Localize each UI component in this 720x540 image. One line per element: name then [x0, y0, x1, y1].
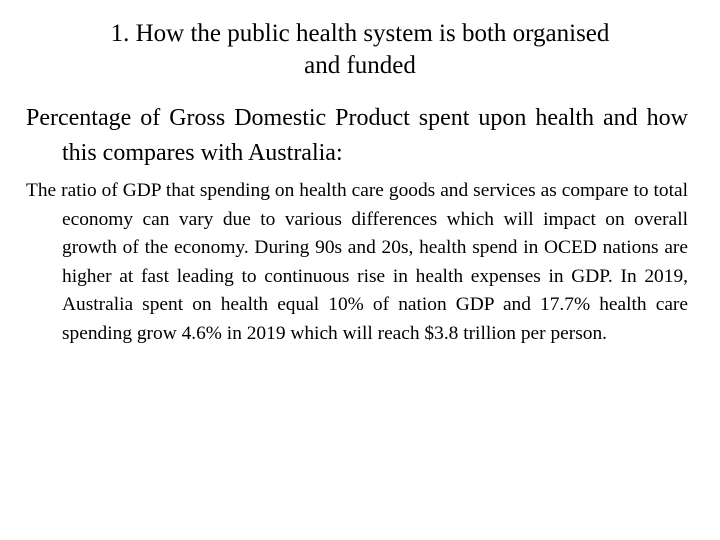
heading-paragraph: Percentage of Gross Domestic Product spent upon health and how this compares with Australia: — [26, 105, 688, 166]
slide-title-line-1: 1. How the public health system is both organised — [110, 20, 610, 47]
slide-title — [60, 18, 660, 82]
slide-title-line-2: and funded — [304, 52, 416, 79]
body-paragraph: The ratio of GDP that spending on health care goods and services as compare to total economy can vary due to various differences which will impact on overall growth of the economy. During 90s and 20s, health spend in OCED nations are higher at fast leading to continuous rise in health expenses in GDP. In 2019, Australia spent on health equal 10% of nation GDP and 17.7% health care spending grow 4.6% in 2019 which will reach $3.8 trillion per person. — [26, 180, 688, 344]
slide-body — [26, 101, 688, 349]
